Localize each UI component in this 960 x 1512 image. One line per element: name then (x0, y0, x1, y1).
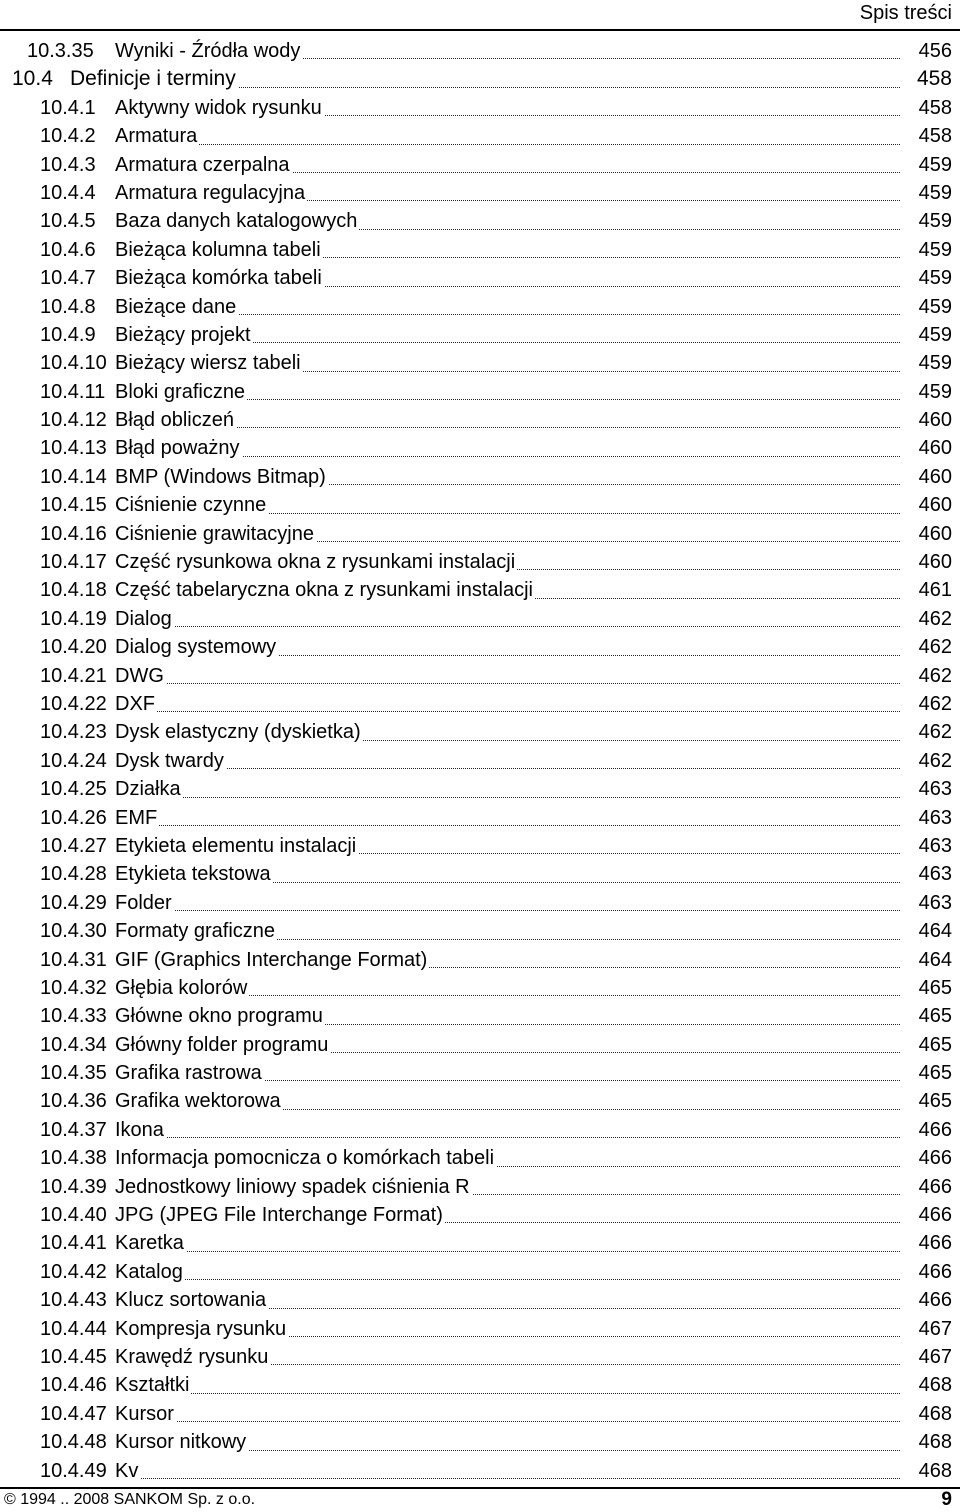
toc-entry-number: 10.4.29 (40, 891, 107, 914)
toc-entry-title-wrap (115, 1400, 900, 1428)
toc-entry-number: 10.4.40 (40, 1204, 107, 1227)
toc-entry-title-wrap (115, 1457, 900, 1485)
toc-entry-title[interactable]: Folder (115, 891, 172, 914)
toc-entry[interactable] (0, 832, 960, 860)
toc-entry-page[interactable]: 468 (918, 1431, 952, 1454)
toc-entry-page[interactable]: 462 (918, 664, 952, 687)
toc-entry-title-wrap (115, 1258, 900, 1286)
toc-entry-title-wrap (115, 974, 900, 1002)
toc-entry-title[interactable]: Etykieta tekstowa (115, 863, 271, 886)
toc-entry-title[interactable]: Informacja pomocnicza o komórkach tabeli (115, 1147, 495, 1170)
toc-entry-page[interactable]: 466 (918, 1204, 952, 1227)
toc-entry-title-wrap (115, 1087, 900, 1115)
toc-entry-number: 10.4.7 (40, 267, 96, 290)
toc-entry[interactable] (0, 1343, 960, 1371)
toc-entry-number: 10.4.5 (40, 210, 96, 233)
toc-entry-title[interactable]: Aktywny widok rysunku (115, 96, 322, 119)
toc-entry-number: 10.4.3 (40, 153, 96, 176)
toc-entry-number: 10.4.48 (40, 1431, 107, 1454)
toc-entry-title[interactable]: Katalog (115, 1260, 183, 1283)
toc-entry-title-wrap (115, 633, 900, 661)
toc-entry-page[interactable]: 456 (918, 40, 952, 62)
toc-entry-number: 10.4.6 (40, 238, 96, 261)
toc-entry[interactable] (0, 151, 960, 179)
toc-entry-page[interactable]: 460 (918, 551, 952, 574)
toc-entry-number: 10.4.24 (40, 749, 107, 772)
toc-entry-number: 10.4.49 (40, 1459, 107, 1482)
toc-entry-title[interactable]: Armatura czerpalna (115, 153, 290, 176)
toc-entry[interactable] (0, 1229, 960, 1257)
toc-entry-title-wrap (115, 1229, 900, 1257)
toc-entry-title-wrap (115, 718, 900, 746)
toc-entry[interactable] (0, 1116, 960, 1144)
toc-entry-title[interactable]: Bieżąca kolumna tabeli (115, 238, 321, 261)
toc-entry[interactable] (0, 1315, 960, 1343)
toc-entry-number: 10.4.46 (40, 1374, 107, 1397)
toc-entry-page[interactable]: 459 (918, 210, 952, 233)
toc-entry-title-wrap (115, 520, 900, 548)
toc-entry-title[interactable]: DXF (115, 692, 155, 715)
toc-entry[interactable] (0, 236, 960, 264)
toc-entry-title-wrap (115, 1173, 900, 1201)
toc-entry-page[interactable]: 459 (918, 323, 952, 346)
footer-copyright: © 1994 .. 2008 SANKOM Sp. z o.o. (4, 1491, 256, 1508)
toc-entry-number: 10.4.13 (40, 437, 107, 460)
toc-entry[interactable] (0, 946, 960, 974)
toc-entry[interactable] (0, 1173, 960, 1201)
toc-entry-page[interactable]: 465 (918, 1062, 952, 1085)
toc-entry-number: 10.4.15 (40, 494, 107, 517)
toc-entry-title[interactable]: Kursor nitkowy (115, 1431, 247, 1454)
toc-entry-number: 10.4.33 (40, 1005, 107, 1028)
toc-entry-title-wrap (115, 122, 900, 150)
toc-entry-title[interactable]: Błąd poważny (115, 437, 240, 460)
toc-entry-number: 10.4.26 (40, 806, 107, 829)
toc-entry-number: 10.3.35 (27, 40, 94, 62)
toc-entry-page[interactable]: 464 (918, 948, 952, 971)
toc-entry-page[interactable]: 462 (918, 607, 952, 630)
toc-entry-title-wrap (70, 65, 900, 93)
toc-entry-number: 10.4.28 (40, 863, 107, 886)
toc-entry-page[interactable]: 458 (918, 96, 952, 119)
toc-entry-title[interactable]: EMF (115, 806, 158, 829)
toc-entry-number: 10.4.37 (40, 1118, 107, 1141)
toc-entry-page[interactable]: 466 (918, 1232, 952, 1255)
toc-entry-title-wrap (115, 860, 900, 888)
header-divider (0, 29, 960, 31)
toc-entry-number: 10.4.36 (40, 1090, 107, 1113)
toc-entry-title[interactable]: Bloki graficzne (115, 380, 246, 403)
toc-entry-page[interactable]: 462 (918, 692, 952, 715)
toc-entry-page[interactable]: 462 (918, 749, 952, 772)
toc-entry[interactable] (0, 747, 960, 775)
toc-entry-number: 10.4.4 (40, 181, 96, 204)
toc-entry[interactable] (0, 1002, 960, 1030)
footer-divider (0, 1487, 960, 1489)
toc-entry[interactable] (0, 548, 960, 576)
toc-entry-page[interactable]: 466 (918, 1289, 952, 1312)
toc-entry-title-wrap (115, 832, 900, 860)
toc-entry-title[interactable]: Krawędź rysunku (115, 1345, 269, 1368)
toc-entry-page[interactable]: 468 (918, 1374, 952, 1397)
toc-entry-number: 10.4 (12, 67, 53, 91)
toc-entry-page[interactable]: 465 (918, 1005, 952, 1028)
toc-entry-number: 10.4.42 (40, 1260, 107, 1283)
toc-entry[interactable] (0, 1457, 960, 1485)
toc-entry-number: 10.4.2 (40, 125, 96, 148)
toc-entry[interactable] (0, 293, 960, 321)
toc-entry-title-wrap (115, 917, 900, 945)
toc-entry[interactable] (0, 463, 960, 491)
toc-entry-number: 10.4.21 (40, 664, 107, 687)
toc-entry-title[interactable]: Część tabelaryczna okna z rysunkami instalacji (115, 579, 533, 602)
toc-entry[interactable] (0, 1400, 960, 1428)
toc-entry-page[interactable]: 464 (918, 920, 952, 943)
toc-entry-title-wrap (115, 605, 900, 633)
toc-entry-title-wrap (115, 179, 900, 207)
toc-entry-page[interactable]: 460 (918, 494, 952, 517)
toc-entry[interactable] (0, 889, 960, 917)
toc-entry-page[interactable]: 468 (918, 1402, 952, 1425)
toc-entry-page[interactable]: 461 (918, 579, 952, 602)
toc-entry-title[interactable]: Armatura (115, 125, 198, 148)
toc-entry[interactable] (0, 1201, 960, 1229)
toc-entry-title-wrap (115, 804, 900, 832)
toc-entry[interactable] (0, 349, 960, 377)
toc-entry-title[interactable]: Wyniki - Źródła wody (115, 40, 301, 62)
toc-entry-page[interactable]: 458 (916, 67, 952, 91)
toc-entry-number: 10.4.23 (40, 721, 107, 744)
toc-entry-title[interactable]: Działka (115, 778, 181, 801)
toc-entry-page[interactable]: 463 (918, 778, 952, 801)
toc-entry-title-wrap (115, 236, 900, 264)
toc-entry-title[interactable]: Błąd obliczeń (115, 409, 234, 432)
toc-entry-title-wrap (115, 1144, 900, 1172)
toc-entry-page[interactable]: 459 (918, 267, 952, 290)
toc-entry-title-wrap (115, 1286, 900, 1314)
toc-entry-page[interactable]: 459 (918, 181, 952, 204)
toc-entry-number: 10.4.34 (40, 1033, 107, 1056)
toc-entry-page[interactable]: 460 (918, 437, 952, 460)
toc-entry[interactable] (0, 1286, 960, 1314)
toc-entry-number: 10.4.18 (40, 579, 107, 602)
toc-entry-page[interactable]: 466 (918, 1175, 952, 1198)
toc-entry-page[interactable]: 462 (918, 721, 952, 744)
toc-entry-title[interactable]: Grafika wektorowa (115, 1090, 281, 1113)
toc-entry-title-wrap (115, 662, 900, 690)
toc-entry-number: 10.4.31 (40, 948, 107, 971)
toc-entry-title[interactable]: Ikona (115, 1118, 164, 1141)
toc-entry-number: 10.4.9 (40, 323, 96, 346)
toc-entry-title[interactable]: Kompresja rysunku (115, 1317, 287, 1340)
toc-entry-title[interactable]: Bieżący wiersz tabeli (115, 352, 301, 375)
toc-entry-title-wrap (115, 690, 900, 718)
toc-entry-title[interactable]: Ciśnienie czynne (115, 494, 267, 517)
toc-entry-page[interactable]: 459 (918, 380, 952, 403)
toc-entry-number: 10.4.14 (40, 465, 107, 488)
toc-entry-number: 10.4.20 (40, 636, 107, 659)
toc-entry-title[interactable]: Klucz sortowania (115, 1289, 267, 1312)
toc-entry-number: 10.4.44 (40, 1317, 107, 1340)
toc-entry-title-wrap (115, 1002, 900, 1030)
toc-entry-title-wrap (115, 1031, 900, 1059)
toc-entry-number: 10.4.1 (40, 96, 96, 119)
toc-entry-page[interactable]: 465 (918, 976, 952, 999)
toc-entry-title-wrap (115, 548, 900, 576)
toc-entry[interactable] (0, 406, 960, 434)
toc-entry-page[interactable]: 467 (918, 1317, 952, 1340)
toc-entry-title[interactable]: DWG (115, 664, 164, 687)
toc-entry[interactable] (0, 718, 960, 746)
toc-entry-title-wrap (115, 406, 900, 434)
toc-entry-title[interactable]: Etykieta elementu instalacji (115, 834, 357, 857)
toc-entry[interactable] (0, 633, 960, 661)
toc-entry-number: 10.4.47 (40, 1402, 107, 1425)
toc-entry-title[interactable]: Dialog (115, 607, 172, 630)
toc-entry[interactable] (0, 434, 960, 462)
toc-entry-title-wrap (115, 293, 900, 321)
toc-entry-title-wrap (115, 1343, 900, 1371)
toc-entry[interactable] (0, 207, 960, 235)
toc-entry-title[interactable]: Formaty graficzne (115, 920, 276, 943)
toc-entry[interactable] (0, 1087, 960, 1115)
toc-entry-title[interactable]: Bieżące dane (115, 295, 237, 318)
toc-entry-title[interactable]: Jednostkowy liniowy spadek ciśnienia R (115, 1175, 470, 1198)
toc-entry-title-wrap (115, 576, 900, 604)
toc-entry-page[interactable]: 458 (918, 125, 952, 148)
toc-entry-title-wrap (115, 151, 900, 179)
toc-entry[interactable] (0, 65, 960, 93)
toc-entry-title[interactable]: Bieżący projekt (115, 323, 251, 346)
toc-entry-title-wrap (115, 1371, 900, 1399)
toc-entry-page[interactable]: 468 (918, 1459, 952, 1482)
toc-entry-page[interactable]: 465 (918, 1033, 952, 1056)
toc-entry[interactable] (0, 1428, 960, 1456)
toc-entry-page[interactable]: 467 (918, 1345, 952, 1368)
toc-entry-page[interactable]: 459 (918, 153, 952, 176)
toc-entry-number: 10.4.32 (40, 976, 107, 999)
toc-entry-title-wrap (115, 1201, 900, 1229)
toc-entry-number: 10.4.43 (40, 1289, 107, 1312)
toc-entry-title[interactable]: Kształtki (115, 1374, 190, 1397)
toc-entry[interactable] (0, 264, 960, 292)
toc-entry-page[interactable]: 466 (918, 1260, 952, 1283)
toc-entry-page[interactable]: 463 (918, 863, 952, 886)
toc-entry-title[interactable]: JPG (JPEG File Interchange Format) (115, 1204, 443, 1227)
toc-entry-title-wrap (115, 264, 900, 292)
toc-entry-number: 10.4.8 (40, 295, 96, 318)
toc-entry-number: 10.4.45 (40, 1345, 107, 1368)
toc-entry-title-wrap (115, 946, 900, 974)
toc-entry[interactable] (0, 576, 960, 604)
toc-entry-number: 10.4.35 (40, 1062, 107, 1085)
footer-page-number: 9 (941, 1489, 952, 1510)
toc-entry-number: 10.4.30 (40, 920, 107, 943)
toc-entry-number: 10.4.10 (40, 352, 107, 375)
toc-entry-title-wrap (115, 37, 900, 65)
toc-entry-page[interactable]: 459 (918, 352, 952, 375)
toc-entry-number: 10.4.25 (40, 778, 107, 801)
toc-entry-number: 10.4.11 (40, 380, 106, 403)
toc-entry-page[interactable]: 460 (918, 409, 952, 432)
toc-entry[interactable] (0, 1059, 960, 1087)
toc-entry-title[interactable]: Głębia kolorów (115, 976, 248, 999)
toc-entry[interactable] (0, 1258, 960, 1286)
toc-entry-title[interactable]: Baza danych katalogowych (115, 210, 358, 233)
toc-entry-title-wrap (115, 463, 900, 491)
toc-entry-title[interactable]: Armatura regulacyjna (115, 181, 306, 204)
toc-entry[interactable] (0, 122, 960, 150)
toc-entry-title[interactable]: BMP (Windows Bitmap) (115, 465, 326, 488)
toc-entry-page[interactable]: 459 (918, 295, 952, 318)
toc-entry-number: 10.4.38 (40, 1147, 107, 1170)
toc-entry-title-wrap (115, 1116, 900, 1144)
toc-entry-title[interactable]: Bieżąca komórka tabeli (115, 267, 322, 290)
toc-entry[interactable] (0, 321, 960, 349)
toc-entry[interactable] (0, 775, 960, 803)
toc-entry-page[interactable]: 466 (918, 1118, 952, 1141)
toc-entry-title[interactable]: Kursor (115, 1402, 174, 1425)
toc-entry-number: 10.4.22 (40, 692, 107, 715)
toc-entry-title[interactable]: Dysk elastyczny (dyskietka) (115, 721, 361, 744)
toc-entry-title[interactable]: Dialog systemowy (115, 636, 277, 659)
toc-entry-title[interactable]: Dysk twardy (115, 749, 224, 772)
toc-entry[interactable] (0, 974, 960, 1002)
toc-entry[interactable] (0, 860, 960, 888)
toc-entry[interactable] (0, 378, 960, 406)
toc-entry-page[interactable]: 466 (918, 1147, 952, 1170)
toc-entry[interactable] (0, 520, 960, 548)
toc-entry-title-wrap (115, 1428, 900, 1456)
toc-entry-title-wrap (115, 747, 900, 775)
toc-entry-page[interactable]: 462 (918, 636, 952, 659)
toc-entry-number: 10.4.39 (40, 1175, 107, 1198)
toc-entry-page[interactable]: 463 (918, 891, 952, 914)
toc-entry[interactable] (0, 1144, 960, 1172)
toc-entry-page[interactable]: 463 (918, 834, 952, 857)
toc-entry-page[interactable]: 460 (918, 465, 952, 488)
toc-entry-title-wrap (115, 889, 900, 917)
toc-entry-number: 10.4.16 (40, 522, 107, 545)
toc-entry-number: 10.4.41 (40, 1232, 107, 1255)
toc-entry[interactable] (0, 690, 960, 718)
header-title: Spis treści (859, 2, 952, 24)
toc-entry-title[interactable]: Główny folder programu (115, 1033, 329, 1056)
toc-entry-page[interactable]: 463 (918, 806, 952, 829)
toc-entry-title[interactable]: Część rysunkowa okna z rysunkami instalacji (115, 551, 516, 574)
toc-entry-title-wrap (115, 207, 900, 235)
toc-entry-title[interactable]: Główne okno programu (115, 1005, 323, 1028)
toc-entry-number: 10.4.19 (40, 607, 107, 630)
toc-entry-title[interactable]: Karetka (115, 1232, 184, 1255)
toc-entry-title-wrap (115, 321, 900, 349)
toc-entry-title-wrap (115, 491, 900, 519)
toc-entry[interactable] (0, 917, 960, 945)
toc-entry-title-wrap (115, 775, 900, 803)
toc-entry-number: 10.4.27 (40, 834, 107, 857)
toc-entry-title-wrap (115, 1315, 900, 1343)
toc-entry-title-wrap (115, 94, 900, 122)
toc-entry-number: 10.4.12 (40, 409, 107, 432)
toc-entry[interactable] (0, 804, 960, 832)
toc-entry-title-wrap (115, 434, 900, 462)
toc-entry-page[interactable]: 459 (918, 238, 952, 261)
toc-entry[interactable] (0, 94, 960, 122)
toc-entry-title[interactable]: GIF (Graphics Interchange Format) (115, 948, 428, 971)
toc-entry-title[interactable]: Definicje i terminy (70, 67, 236, 91)
toc-entry-title[interactable]: Ciśnienie grawitacyjne (115, 522, 314, 545)
toc-entry[interactable] (0, 605, 960, 633)
toc-entry[interactable] (0, 179, 960, 207)
toc-entry-title[interactable]: Kv (115, 1459, 139, 1482)
toc-entry-title-wrap (115, 349, 900, 377)
table-of-contents (0, 37, 960, 1485)
toc-entry[interactable] (0, 1031, 960, 1059)
toc-entry-page[interactable]: 465 (918, 1090, 952, 1113)
toc-entry[interactable] (0, 1371, 960, 1399)
toc-entry[interactable] (0, 491, 960, 519)
toc-entry-title-wrap (115, 378, 900, 406)
toc-entry-number: 10.4.17 (40, 551, 107, 574)
toc-entry-title[interactable]: Grafika rastrowa (115, 1062, 262, 1085)
toc-entry[interactable] (0, 37, 960, 65)
toc-entry-page[interactable]: 460 (918, 522, 952, 545)
toc-entry-title-wrap (115, 1059, 900, 1087)
toc-entry[interactable] (0, 662, 960, 690)
